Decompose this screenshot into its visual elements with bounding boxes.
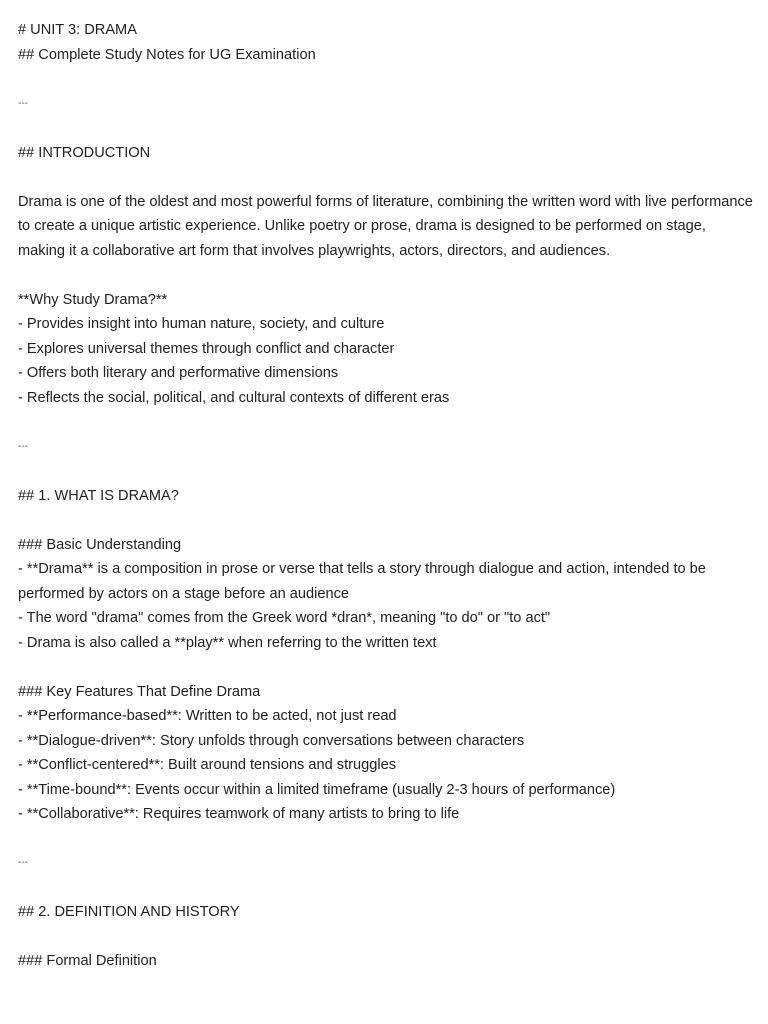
- list-item: - **Dialogue-driven**: Story unfolds through conversations between characters: [18, 732, 525, 749]
- list-item: - Reflects the social, political, and cultural contexts of different eras: [18, 389, 450, 406]
- blank-line: [18, 116, 753, 141]
- list-item: - Explores universal themes through conflict and character: [18, 340, 395, 357]
- blank-line: [18, 459, 753, 484]
- list-item: - **Drama** is a composition in prose or verse that tells a story through dialogue and action, intended to be performed by actors on a stage before an audience: [18, 561, 706, 602]
- section-heading-what-is-drama: ## 1. WHAT IS DRAMA?: [18, 487, 179, 504]
- subheading-basic-understanding: ### Basic Understanding: [18, 536, 182, 553]
- why-study-heading: **Why Study Drama?**: [18, 291, 168, 308]
- list-item: - The word "drama" comes from the Greek word *dran*, meaning "to do" or "to act": [18, 610, 551, 626]
- horizontal-rule: ---: [18, 857, 28, 868]
- list-item: - Offers both literary and performative dimensions: [18, 365, 339, 381]
- blank-line: [18, 925, 753, 950]
- subheading-formal-definition: ### Formal Definition: [18, 953, 157, 969]
- blank-line: [18, 876, 753, 901]
- blank-line: [18, 655, 753, 680]
- horizontal-rule: ---: [18, 440, 28, 452]
- list-item: - Drama is also called a **play** when referring to the written text: [18, 634, 437, 651]
- unit-title: # UNIT 3: DRAMA: [18, 22, 137, 38]
- blank-line: [18, 827, 753, 852]
- list-item: - **Time-bound**: Events occur within a limited timeframe (usually 2-3 hours of performance): [18, 781, 616, 798]
- blank-line: [18, 67, 753, 92]
- document-page: [18, 18, 753, 974]
- subtitle: ## Complete Study Notes for UG Examination: [18, 46, 316, 63]
- blank-line: [18, 165, 753, 190]
- blank-line: [18, 508, 753, 533]
- section-heading-introduction: ## INTRODUCTION: [18, 144, 151, 161]
- blank-line: [18, 263, 753, 288]
- intro-paragraph: Drama is one of the oldest and most powerful forms of literature, combining the written word with live performance to create a unique artistic experience. Unlike poetry or prose, drama is designed to be performed on stage, making it a collaborative art form that involves playwrights, actors, directors, and audiences.: [18, 193, 753, 259]
- horizontal-rule: ---: [18, 97, 28, 109]
- list-item: - **Collaborative**: Requires teamwork of many artists to bring to life: [18, 806, 460, 822]
- list-item: - **Conflict-centered**: Built around tensions and struggles: [18, 757, 397, 773]
- blank-line: [18, 410, 753, 435]
- list-item: - Provides insight into human nature, society, and culture: [18, 316, 385, 332]
- list-item: - **Performance-based**: Written to be acted, not just read: [18, 708, 397, 724]
- subheading-key-features: ### Key Features That Define Drama: [18, 683, 261, 700]
- section-heading-definition-history: ## 2. DEFINITION AND HISTORY: [18, 904, 240, 920]
